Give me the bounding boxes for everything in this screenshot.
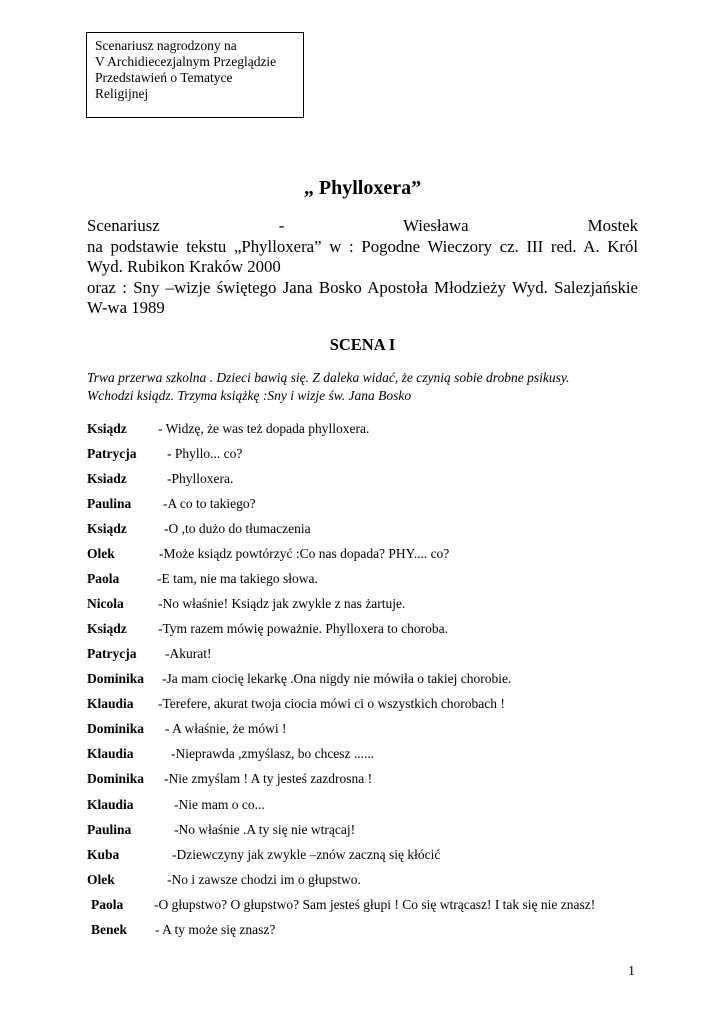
award-note-line: Przedstawień o Tematyce [95,70,233,85]
speaker-name: Paulina [87,496,132,511]
credit-line: W-wa 1989 [87,298,165,317]
page-number: 1 [628,964,635,979]
stage-direction-line: Trwa przerwa szkolna . Dzieci bawią się. Z daleka widać, że czynią sobie drobne psikusy. [87,370,570,385]
speaker-name: Olek [87,546,115,561]
speaker-name: Patrycja [87,446,137,461]
speaker-name: Klaudia [87,746,134,761]
speaker-name: Patrycja [87,646,137,661]
document-title: „ Phylloxera” [303,177,422,199]
speech-text: -Dziewczyny jak zwykle –znów zaczną się kłócić [172,847,441,862]
speech-text: -No właśnie .A ty się nie wtrącaj! [174,822,356,837]
speech-text: -O ,to dużo do tłumaczenia [164,521,311,536]
speech-text: -Tym razem mówię poważnie. Phylloxera to choroba. [158,621,448,636]
speech-text: - Phyllo... co? [167,446,243,461]
stage-direction-line: Wchodzi ksiądz. Trzyma książkę :Sny i wizje św. Jana Bosko [87,388,412,403]
award-note-line: Scenariusz nagrodzony na [95,38,237,53]
speech-text: -No właśnie! Ksiądz jak zwykle z nas żartuje. [158,596,406,611]
speech-text: - A właśnie, że mówi ! [165,721,287,736]
award-note-line: V Archidiecezjalnym Przeglądzie [95,54,277,69]
speaker-name: Benek [91,922,128,937]
speech-text: -A co to takiego? [163,496,256,511]
speaker-name: Olek [87,872,115,887]
speech-text: -Akurat! [165,646,212,661]
award-note-box [86,32,304,118]
speaker-name: Paulina [87,822,132,837]
stage-direction [87,369,647,405]
credit-line: oraz : Sny –wizje świętego Jana Bosko Apostoła Młodzieży Wyd. Salezjańskie [87,277,638,297]
speaker-name: Ksiadz [87,471,127,486]
speaker-name: Klaudia [87,696,134,711]
speaker-name: Paola [91,897,124,912]
speech-text: -Nie zmyślam ! A ty jesteś zazdrosna ! [164,771,373,786]
speaker-name: Dominika [87,671,145,686]
speaker-name: Ksiądz [87,521,127,536]
speaker-name: Ksiądz [87,421,127,436]
speech-text: -Może ksiądz powtórzyć :Co nas dopada? PHY.... co? [159,546,450,561]
credit-line: Scenariusz - Wiesława Mostek [87,216,638,235]
speech-text: -Nieprawda ,zmyślasz, bo chcesz ...... [171,746,375,761]
speech-text: -O głupstwo? O głupstwo? Sam jesteś głupi ! Co się wtrącasz! I tak się nie znasz! [154,897,596,912]
speech-text: -Nie mam o co... [174,797,265,812]
speaker-name: Klaudia [87,797,134,812]
speech-text: - A ty może się znasz? [155,922,276,937]
award-note-line: Religijnej [95,86,149,101]
speaker-name: Dominika [87,721,145,736]
speech-text: -E tam, nie ma takiego słowa. [157,571,318,586]
speaker-name: Ksiądz [87,621,127,636]
speaker-name: Paola [87,571,120,586]
speech-text: -Ja mam ciocię lekarkę .Ona nigdy nie mówiła o takiej chorobie. [162,671,512,686]
speech-text: - Widzę, że was też dopada phylloxera. [158,421,370,436]
credit-line: Wyd. Rubikon Kraków 2000 [87,257,281,276]
scene-heading: SCENA I [329,335,396,354]
speech-text: -No i zawsze chodzi im o głupstwo. [167,872,361,887]
credit-line: na podstawie tekstu „Phylloxera” w : Pogodne Wieczory cz. III red. A. Król [87,236,638,256]
speaker-name: Kuba [87,847,120,862]
speech-text: -Terefere, akurat twoja ciocia mówi ci o wszystkich chorobach ! [158,696,505,711]
speaker-name: Nicola [87,596,124,611]
speech-text: -Phylloxera. [167,471,234,486]
speaker-name: Dominika [87,771,145,786]
credits-block [87,216,638,319]
